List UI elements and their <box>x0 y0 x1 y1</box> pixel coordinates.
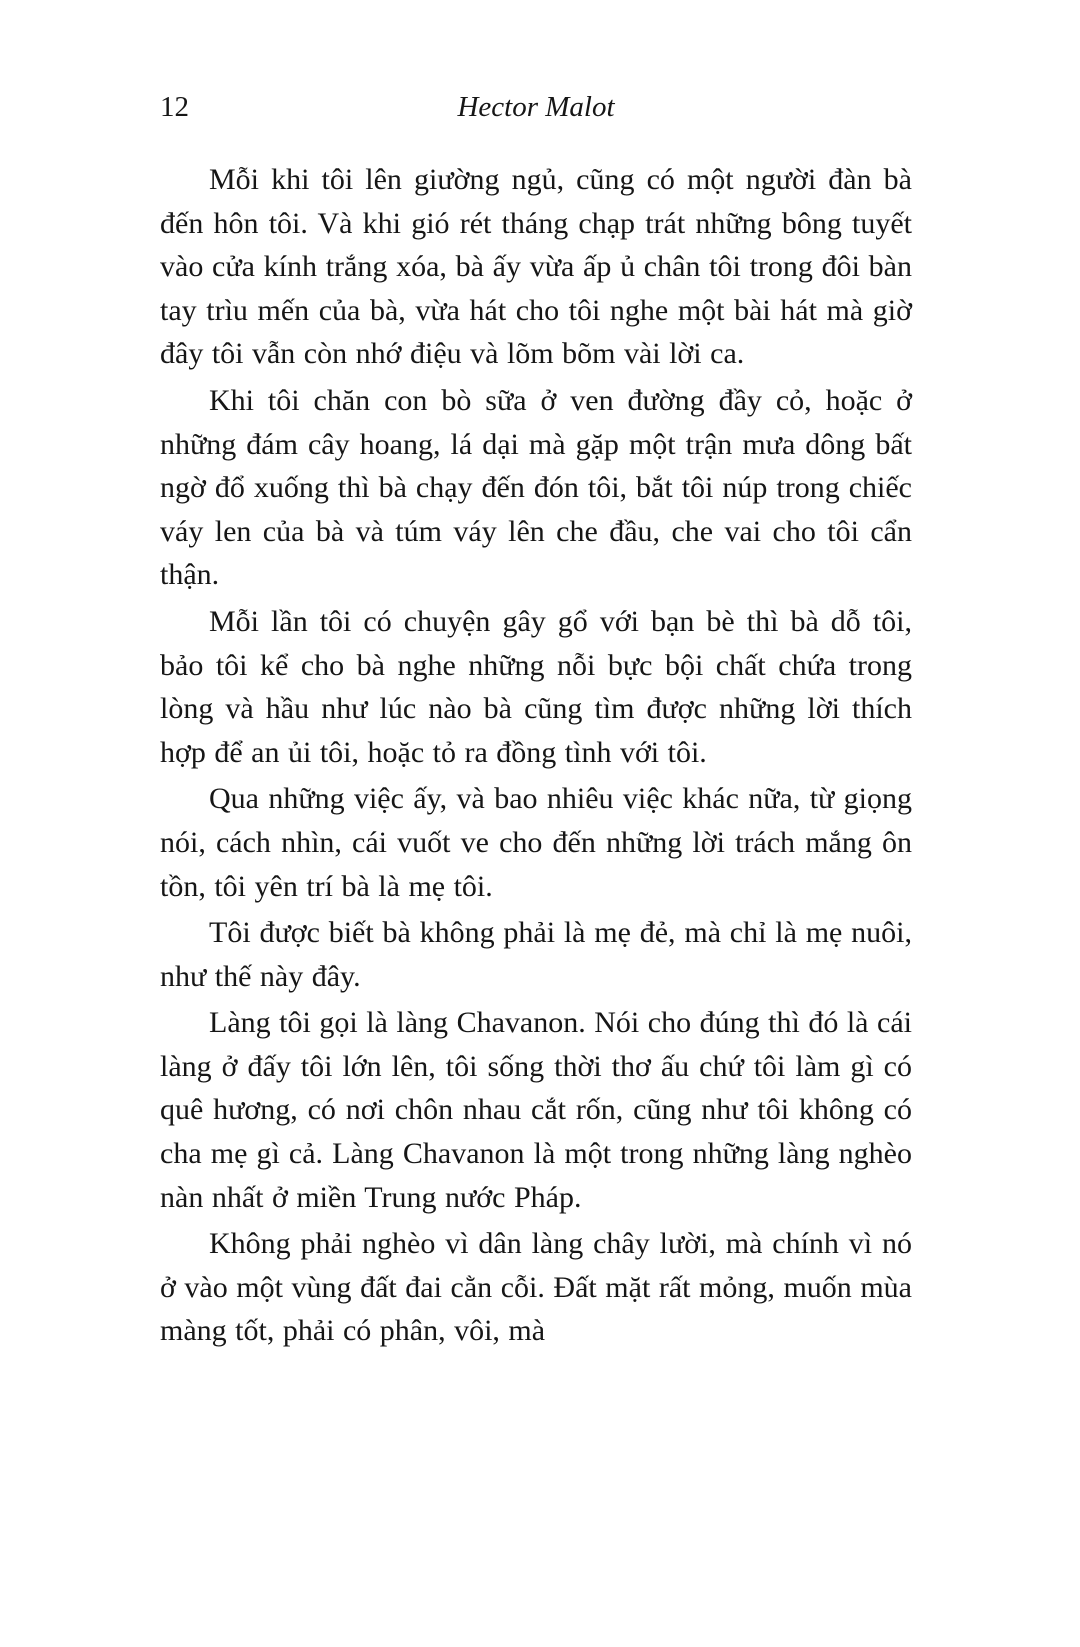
page-number: 12 <box>160 91 189 123</box>
body-text <box>160 158 912 1353</box>
paragraph-2: Khi tôi chăn con bò sữa ở ven đường đầy cỏ, hoặc ở những đám cây hoang, lá dại mà gặp một trận mưa dông bất ngờ đổ xuống thì bà chạy đến đón tôi, bắt tôi núp trong chiếc váy len của bà và túm váy lên che đầu, che vai cho tôi cẩn thận. <box>160 383 912 592</box>
paragraph-4: Qua những việc ấy, và bao nhiêu việc khác nữa, từ giọng nói, cách nhìn, cái vuốt ve cho đến những lời trách mắng ôn tồn, tôi yên trí bà là mẹ tôi. <box>160 782 912 903</box>
paragraph-1: Mỗi khi tôi lên giường ngủ, cũng có một người đàn bà đến hôn tôi. Và khi gió rét tháng chạp trát những bông tuyết vào cửa kính trắng xóa, bà ấy vừa ấp ủ chân tôi trong đôi bàn tay trìu mến của bà, vừa hát cho tôi nghe một bài hát mà giờ đây tôi vẫn còn nhớ điệu và lõm bõm vài lời ca. <box>160 163 912 371</box>
page-header <box>160 88 912 126</box>
paragraph-7: Không phải nghèo vì dân làng chây lười, mà chính vì nó ở vào một vùng đất đai cằn cỗi. Đất mặt rất mỏng, muốn mùa màng tốt, phải có phân, vôi, mà <box>160 1227 912 1348</box>
paragraph-5: Tôi được biết bà không phải là mẹ đẻ, mà chỉ là mẹ nuôi, như thế này đây. <box>160 916 912 993</box>
running-header-title: Hector Malot <box>457 91 615 123</box>
paragraph-3: Mỗi lần tôi có chuyện gây gổ với bạn bè thì bà dỗ tôi, bảo tôi kể cho bà nghe những nỗi bực bội chất chứa trong lòng và hầu như lúc nào bà cũng tìm được những lời thích hợp để an ủi tôi, hoặc tỏ ra đồng tình với tôi. <box>160 604 912 769</box>
paragraph-6: Làng tôi gọi là làng Chavanon. Nói cho đúng thì đó là cái làng ở đấy tôi lớn lên, tôi sống thời thơ ấu chứ tôi làm gì có quê hương, có nơi chôn nhau cắt rốn, cũng như tôi không có cha mẹ gì cả. Làng Chavanon là một trong những làng nghèo nàn nhất ở miền Trung nước Pháp. <box>160 1006 912 1214</box>
